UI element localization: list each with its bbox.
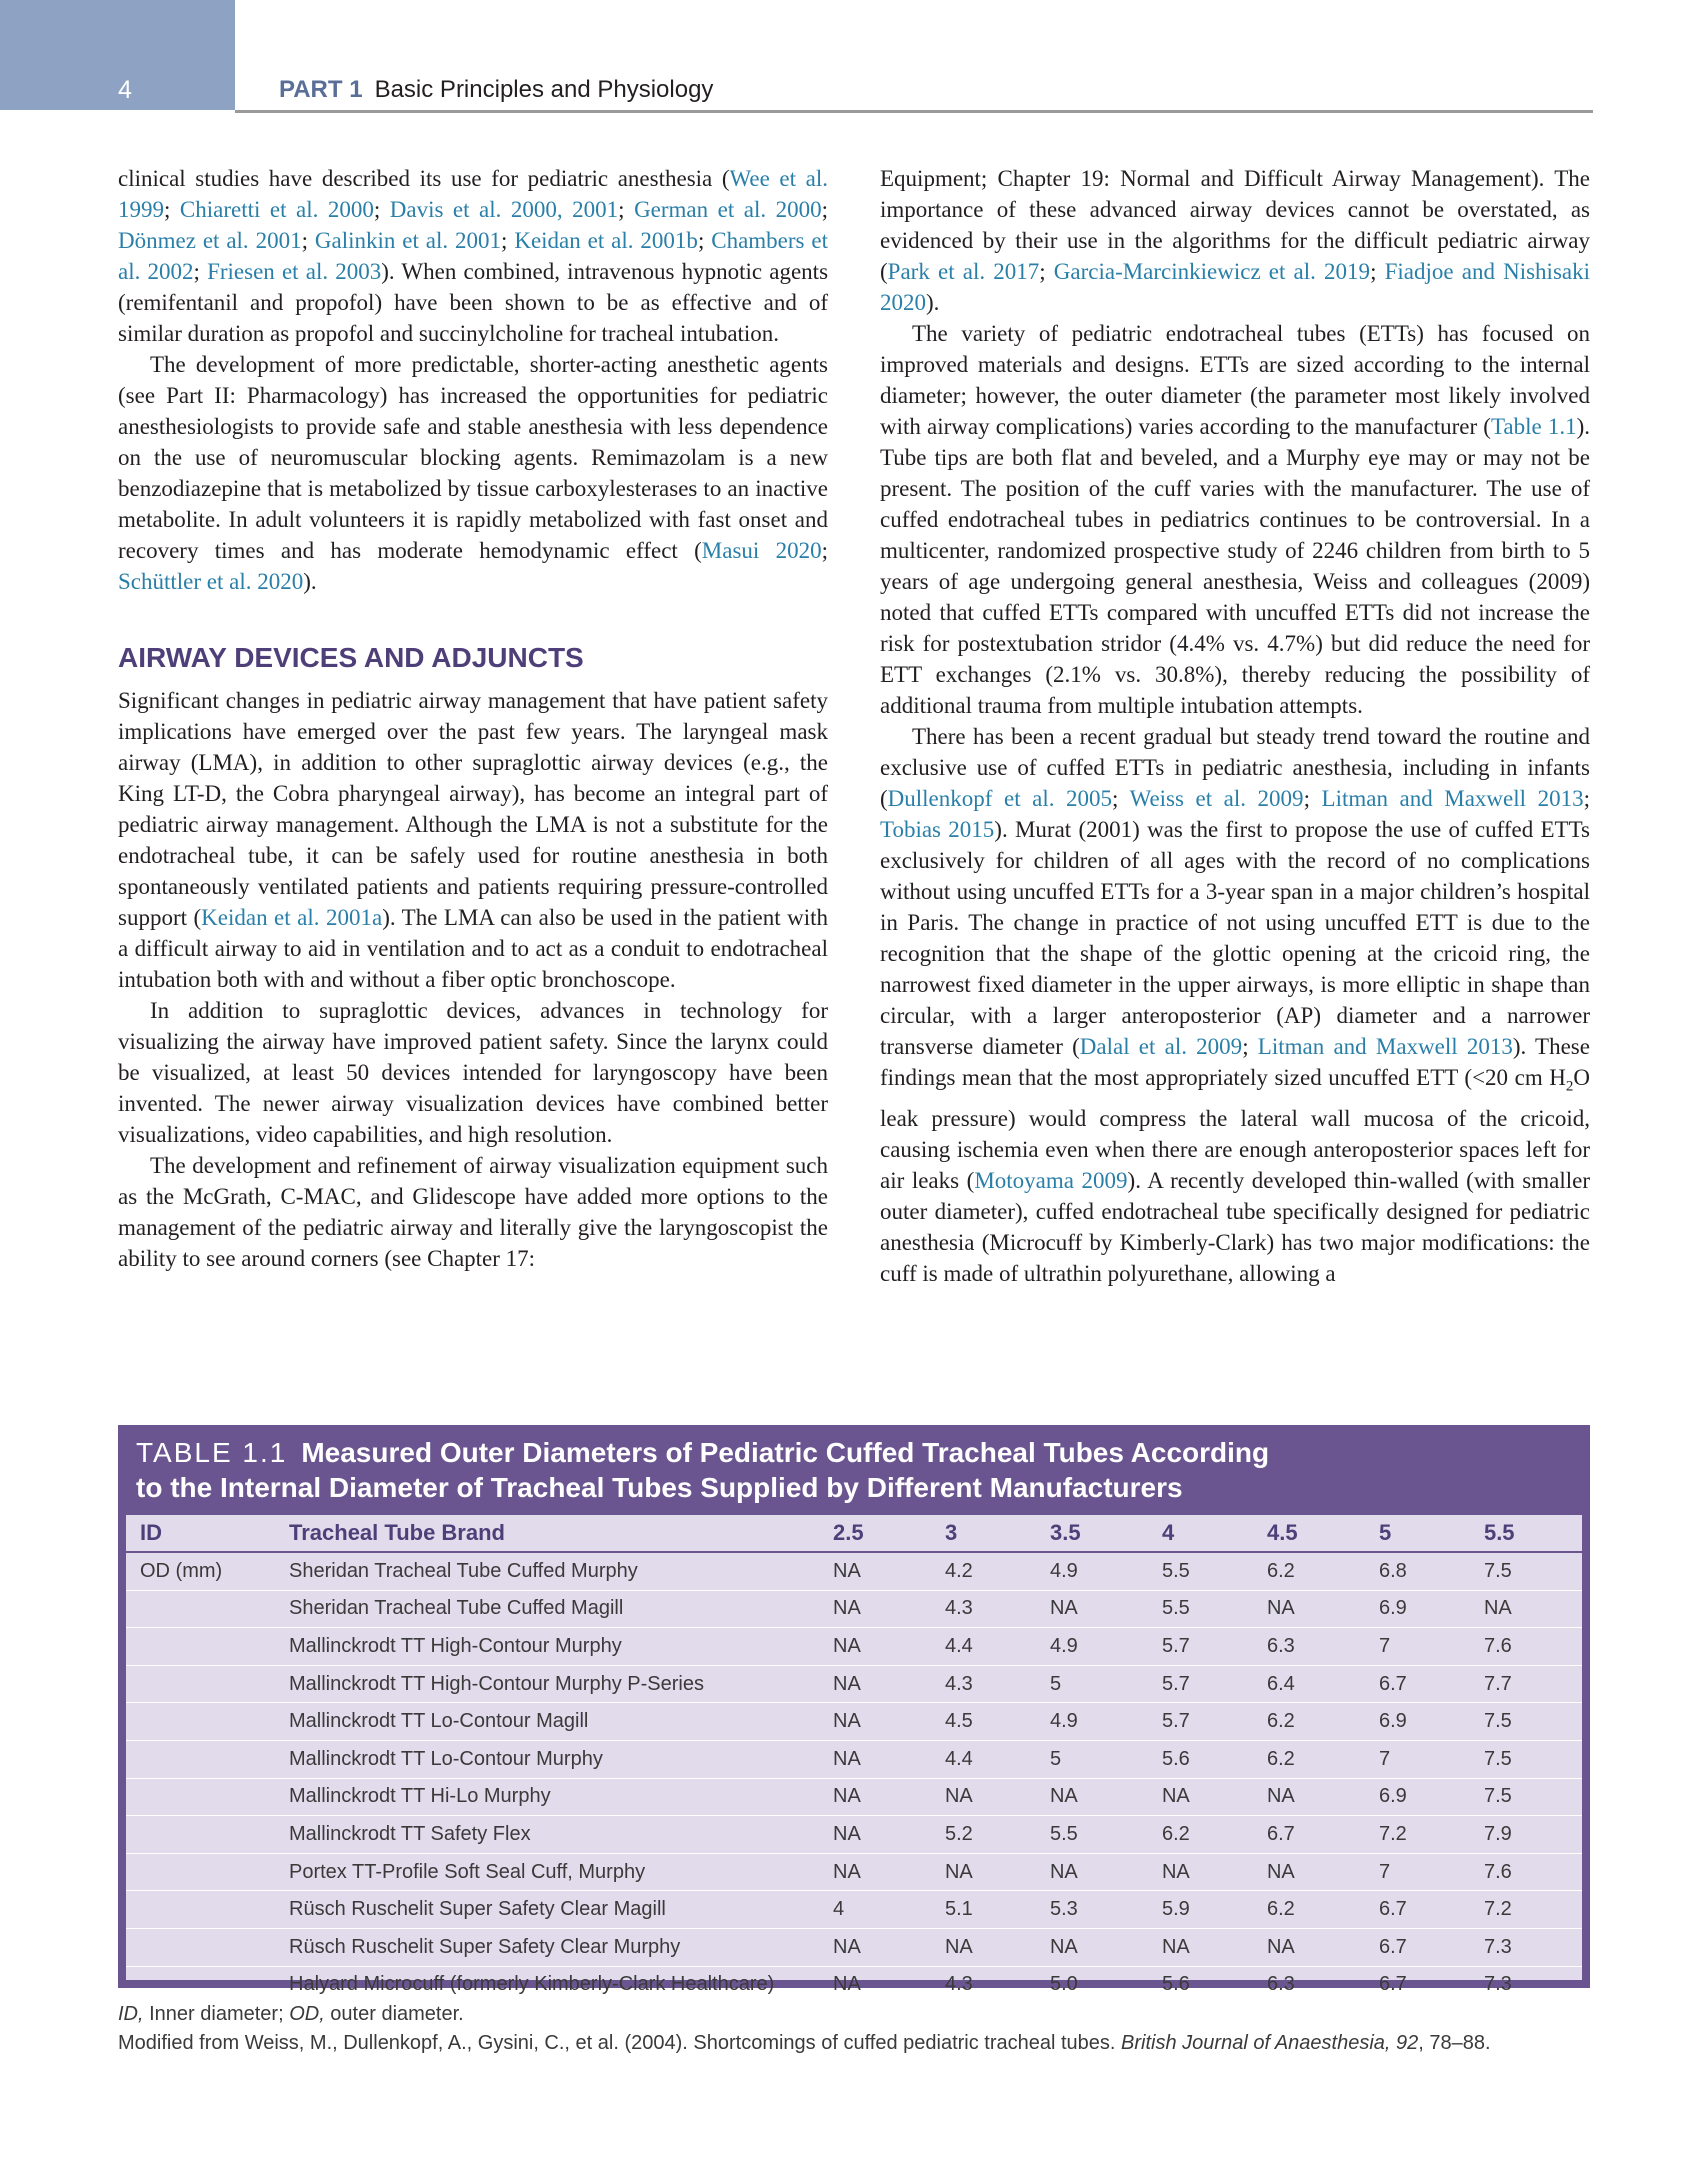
- table-cell: 5.6: [1148, 1966, 1253, 2004]
- table-cell: [126, 1853, 275, 1891]
- table-title: [122, 1429, 1586, 1515]
- citation-link[interactable]: Litman and Maxwell 2013: [1321, 786, 1584, 811]
- citation-link[interactable]: Dullenkopf et al. 2005: [887, 786, 1113, 811]
- table-cell: [126, 1703, 275, 1741]
- table-cell: [126, 1966, 275, 2004]
- text-run: ;: [501, 228, 515, 253]
- text-run: ). Murat (2001) was the first to propose the use of cuffed ETTs exclusively for children of all ages with the record of no complications without using uncuffed ETTs for a 3-year span in a major children’s hospital in Paris. The change in practice of not using uncuffed ETT is due to the recognition that the shape of the glottic opening at the cricoid ring, the narrowest fixed diameter in the upper airways, is more elliptic in shape than circular, with a larger anteroposterior (AP) diameter and a narrower transverse diameter (: [880, 817, 1590, 1059]
- table-cell: 5: [1036, 1665, 1148, 1703]
- table-row: [126, 1740, 1582, 1778]
- table-cell: 4.2: [931, 1552, 1036, 1590]
- page-number: 4: [118, 76, 132, 104]
- part-label: PART 1: [279, 76, 363, 103]
- table-row: [126, 1966, 1582, 2004]
- table-cell: NA: [1470, 1590, 1582, 1628]
- right-column: [880, 163, 1590, 1289]
- table-cell: 6.9: [1365, 1703, 1470, 1741]
- table-cell: 7.5: [1470, 1552, 1582, 1590]
- table-cell: NA: [931, 1853, 1036, 1891]
- table-cell: 5.5: [1036, 1816, 1148, 1854]
- table-cell: NA: [1148, 1928, 1253, 1966]
- text-run: ;: [618, 197, 635, 222]
- table-cell: 7.2: [1365, 1816, 1470, 1854]
- table-cell: 7.5: [1470, 1703, 1582, 1741]
- citation-link[interactable]: German et al. 2000: [634, 197, 822, 222]
- section-heading: AIRWAY DEVICES AND ADJUNCTS: [118, 642, 584, 673]
- table-cell: 4.9: [1036, 1628, 1148, 1666]
- citation-link[interactable]: Chambers et al. 2002: [118, 228, 828, 284]
- paragraph: [118, 163, 828, 349]
- table-cell: 7.9: [1470, 1816, 1582, 1854]
- table-row: [126, 1928, 1582, 1966]
- text-run: ). A recently developed thin-walled (with smaller outer diameter), cuffed endotracheal tube specifically designed for pediatric anesthesia (Microcuff by Kimberly-Clark) has two major modifications: the cuff is made of ultrathin polyurethane, allowing a: [880, 1167, 1590, 1286]
- table-cell: NA: [1148, 1778, 1253, 1816]
- citation-link[interactable]: Motoyama 2009: [974, 1167, 1128, 1193]
- table-cell: 5.6: [1148, 1740, 1253, 1778]
- paragraph: [118, 995, 828, 1150]
- table-cell: 5.1: [931, 1891, 1036, 1929]
- table-cell: 5.5: [1148, 1590, 1253, 1628]
- citation-link[interactable]: Weiss et al. 2009: [1129, 786, 1304, 811]
- table-cell: 6.4: [1253, 1665, 1365, 1703]
- table-cell: [126, 1778, 275, 1816]
- paragraph: [880, 318, 1590, 721]
- table-label: TABLE 1.1: [136, 1437, 288, 1468]
- paragraph: [118, 1150, 828, 1274]
- paragraph: [118, 685, 828, 995]
- table-cell: Halyard Microcuff (formerly Kimberly-Clark Healthcare): [275, 1966, 819, 2004]
- text-run: ;: [821, 197, 829, 222]
- table-cell: [126, 1816, 275, 1854]
- table-cell: NA: [1148, 1853, 1253, 1891]
- table-cell: NA: [819, 1966, 931, 2004]
- table-cell: 4.4: [931, 1628, 1036, 1666]
- citation-link[interactable]: Dönmez et al. 2001: [118, 228, 302, 253]
- text-run: There has been a recent gradual but steady trend toward the routine and exclusive use of cuffed ETTs in pediatric anesthesia, including in infants (: [880, 724, 1590, 811]
- table-cell: OD (mm): [126, 1552, 275, 1590]
- table-cell: 5.5: [1148, 1552, 1253, 1590]
- table-cell: 4.9: [1036, 1703, 1148, 1741]
- table-note-abbreviations: [118, 2000, 1598, 2029]
- table-cell: NA: [1036, 1928, 1148, 1966]
- table-body: [126, 1515, 1582, 1996]
- table-cell: 5.0: [1036, 1966, 1148, 2004]
- table-cell: 7.3: [1470, 1928, 1582, 1966]
- text-run: ).: [926, 290, 940, 315]
- table-cell: 4.9: [1036, 1552, 1148, 1590]
- table-cell: [126, 1928, 275, 1966]
- column-header: 5.5: [1470, 1515, 1582, 1552]
- table-cell: Mallinckrodt TT High-Contour Murphy P-Series: [275, 1665, 819, 1703]
- table-cell: [126, 1590, 275, 1628]
- table-cell: 6.7: [1253, 1816, 1365, 1854]
- citation-link[interactable]: Litman and Maxwell 2013: [1257, 1034, 1513, 1059]
- table-cell: 5.2: [931, 1816, 1036, 1854]
- table-cell: Sheridan Tracheal Tube Cuffed Murphy: [275, 1552, 819, 1590]
- table-cell: 6.7: [1365, 1966, 1470, 2004]
- text-run: ;: [164, 197, 180, 222]
- paragraph: [880, 721, 1590, 1289]
- citation-link[interactable]: Park et al. 2017: [887, 259, 1040, 284]
- table-cell: 4.5: [931, 1703, 1036, 1741]
- table-cell: [126, 1665, 275, 1703]
- table-cell: 6.2: [1253, 1703, 1365, 1741]
- table-cell: 4: [819, 1891, 931, 1929]
- table-cell: 7: [1365, 1628, 1470, 1666]
- table-row: [126, 1665, 1582, 1703]
- table-cell: 5.7: [1148, 1628, 1253, 1666]
- citation-link[interactable]: Table 1.1: [1490, 414, 1577, 439]
- table-cell: NA: [819, 1703, 931, 1741]
- citation-link[interactable]: Keidan et al. 2001a: [201, 905, 383, 930]
- table-rows: [126, 1552, 1582, 2004]
- part-title: Basic Principles and Physiology: [374, 76, 714, 103]
- subscript: 2: [1565, 1078, 1574, 1095]
- table-cell: 6.2: [1148, 1816, 1253, 1854]
- table-cell: NA: [931, 1778, 1036, 1816]
- table-cell: 6.2: [1253, 1740, 1365, 1778]
- table-cell: 7.2: [1470, 1891, 1582, 1929]
- text-run: ;: [1112, 786, 1130, 811]
- text-run: In addition to supraglottic devices, advances in technology for visualizing the airway have improved patient safety. Since the larynx could be visualized, at least 50 devices intended for laryngoscopy have been invented. The newer airway visualization devices have combined better visualizations, video capabilities, and high resolution.: [118, 998, 828, 1147]
- table-cell: Mallinckrodt TT Safety Flex: [275, 1816, 819, 1854]
- text-run: The development of more predictable, shorter-acting anesthetic agents (see Part II: Pharmacology) has increased the opportunities for pediatric anesthesiologists to provide safe and stable anesthesia with less dependence on the use of neuromuscular blocking agents. Remimazolam is a new benzodiazepine that is metabolized by tissue carboxylesterases to an inactive metabolite. In adult volunteers it is rapidly metabolized with fast onset and recovery times and has moderate hemodynamic effect (: [118, 352, 828, 563]
- paragraph: [880, 163, 1590, 318]
- table-cell: 5.3: [1036, 1891, 1148, 1929]
- table-cell: NA: [1253, 1778, 1365, 1816]
- table-cell: NA: [931, 1928, 1036, 1966]
- citation-link[interactable]: Masui 2020: [701, 538, 822, 563]
- table-cell: NA: [819, 1552, 931, 1590]
- text-run: Inner diameter;: [143, 2003, 290, 2025]
- citation-link[interactable]: Galinkin et al. 2001: [314, 228, 502, 253]
- citation-link[interactable]: Dalal et al. 2009: [1079, 1034, 1243, 1059]
- table-row: [126, 1853, 1582, 1891]
- table-cell: 7.5: [1470, 1778, 1582, 1816]
- text-run: ;: [373, 197, 390, 222]
- left-column: [118, 163, 828, 1274]
- citation-link[interactable]: Fiadjoe and Nishisaki 2020: [880, 259, 1590, 315]
- table-cell: 7.3: [1470, 1966, 1582, 2004]
- text-run: Significant changes in pediatric airway management that have patient safety implications have emerged over the past few years. The laryngeal mask airway (LMA), in addition to other supraglottic airway devices (e.g., the King LT-D, the Cobra pharyngeal airway), has become an integral part of pediatric airway management. Although the LMA is not a substitute for the endotracheal tube, it can be safely used for routine anesthesia in both spontaneously ventilated patients and patients requiring pressure-controlled support (: [118, 688, 828, 930]
- table-cell: 6.3: [1253, 1966, 1365, 2004]
- text-run: , 78–88.: [1418, 2032, 1491, 2054]
- text-run: ).: [303, 569, 317, 594]
- table-cell: NA: [1253, 1853, 1365, 1891]
- text-run: Modified from Weiss, M., Dullenkopf, A., Gysini, C., et al. (2004). Shortcomings of cuffed pediatric tracheal tubes.: [118, 2032, 1122, 2054]
- table-row: [126, 1628, 1582, 1666]
- table-cell: Mallinckrodt TT High-Contour Murphy: [275, 1628, 819, 1666]
- table-row: [126, 1816, 1582, 1854]
- table-cell: Mallinckrodt TT Lo-Contour Magill: [275, 1703, 819, 1741]
- table-cell: 6.2: [1253, 1552, 1365, 1590]
- table-1-1: [118, 1425, 1590, 1996]
- column-header: 3.5: [1036, 1515, 1148, 1552]
- table-cell: 5.7: [1148, 1703, 1253, 1741]
- text-run: ;: [1039, 259, 1054, 284]
- text-run: ). When combined, intravenous hypnotic agents (remifentanil and propofol) have been shown to be as effective and of similar duration as propofol and succinylcholine for tracheal intubation.: [118, 259, 829, 346]
- column-header: 4.5: [1253, 1515, 1365, 1552]
- table-row: [126, 1703, 1582, 1741]
- text-run: ;: [697, 228, 712, 253]
- paragraph: [118, 349, 828, 597]
- table-cell: NA: [819, 1628, 931, 1666]
- table-cell: NA: [819, 1816, 931, 1854]
- table-cell: Sheridan Tracheal Tube Cuffed Magill: [275, 1590, 819, 1628]
- citation-link[interactable]: Tobias 2015: [880, 817, 995, 842]
- table-cell: 7.6: [1470, 1853, 1582, 1891]
- table-cell: Mallinckrodt TT Lo-Contour Murphy: [275, 1740, 819, 1778]
- column-header: ID: [126, 1515, 275, 1552]
- table-cell: 4.3: [931, 1590, 1036, 1628]
- table-cell: 4.4: [931, 1740, 1036, 1778]
- table-row: [126, 1778, 1582, 1816]
- text-run: ;: [301, 228, 315, 253]
- text-run: The development and refinement of airway visualization equipment such as the McGrath, C-MAC, and Glidescope have added more options to the management of the pediatric airway and literally give the laryngoscopist the ability to see around corners (see Chapter 17:: [118, 1153, 828, 1271]
- table-cell: 7.6: [1470, 1628, 1582, 1666]
- table-cell: NA: [1036, 1853, 1148, 1891]
- table-cell: 7.7: [1470, 1665, 1582, 1703]
- table-cell: [126, 1891, 275, 1929]
- table-row: [126, 1891, 1582, 1929]
- table-cell: 7: [1365, 1740, 1470, 1778]
- italic-text: OD,: [289, 2003, 325, 2025]
- citation-link[interactable]: Davis et al. 2000, 2001: [389, 197, 619, 222]
- table-cell: NA: [819, 1928, 931, 1966]
- text-run: clinical studies have described its use for pediatric anesthesia (: [118, 166, 730, 191]
- text-run: ). The LMA can also be used in the patient with a difficult airway to aid in ventilation and to act as a conduit to endotracheal intubation both with and without a fiber optic bronchoscope.: [118, 905, 828, 992]
- table-cell: 5.9: [1148, 1891, 1253, 1929]
- column-header: 2.5: [819, 1515, 931, 1552]
- table-cell: NA: [1253, 1928, 1365, 1966]
- text-run: Equipment; Chapter 19: Normal and Difficult Airway Management). The importance of these advanced airway devices cannot be overstated, as evidenced by their use in the algorithms for the difficult pediatric airway (: [880, 166, 1590, 284]
- column-header: 3: [931, 1515, 1036, 1552]
- text-run: ;: [193, 259, 208, 284]
- table-cell: 5: [1036, 1740, 1148, 1778]
- table-cell: 7: [1365, 1853, 1470, 1891]
- text-run: O leak pressure) would compress the lateral wall mucosa of the cricoid, causing ischemia even when there are enough anteroposterior spaces left for air leaks (: [880, 1065, 1590, 1193]
- table-cell: 6.7: [1365, 1891, 1470, 1929]
- table-notes: [118, 2000, 1598, 2058]
- table-cell: NA: [819, 1590, 931, 1628]
- table-cell: 6.8: [1365, 1552, 1470, 1590]
- citation-link[interactable]: Schüttler et al. 2020: [118, 569, 304, 594]
- text-run: ). These findings mean that the most appropriately sized uncuffed ETT (<20 cm H: [880, 1034, 1590, 1090]
- table-cell: 6.3: [1253, 1628, 1365, 1666]
- data-table: [126, 1515, 1582, 2004]
- header-rule: [235, 110, 1593, 113]
- table-cell: [126, 1628, 275, 1666]
- table-title-line-1: Measured Outer Diameters of Pediatric Cuffed Tracheal Tubes According: [301, 1437, 1270, 1468]
- column-header: Tracheal Tube Brand: [275, 1515, 819, 1552]
- column-header: 4: [1148, 1515, 1253, 1552]
- text-run: outer diameter.: [324, 2003, 464, 2025]
- table-cell: 4.3: [931, 1665, 1036, 1703]
- table-cell: 5.7: [1148, 1665, 1253, 1703]
- table-cell: Mallinckrodt TT Hi-Lo Murphy: [275, 1778, 819, 1816]
- table-cell: NA: [819, 1853, 931, 1891]
- table-title-line-2: to the Internal Diameter of Tracheal Tubes Supplied by Different Manufacturers: [136, 1472, 1183, 1503]
- table-cell: 4.3: [931, 1966, 1036, 2004]
- italic-text: ID,: [118, 2003, 144, 2025]
- table-cell: Portex TT-Profile Soft Seal Cuff, Murphy: [275, 1853, 819, 1891]
- citation-link[interactable]: Chiaretti et al. 2000: [179, 197, 374, 222]
- table-row: [126, 1552, 1582, 1590]
- table-cell: 7.5: [1470, 1740, 1582, 1778]
- table-header-row: [126, 1515, 1582, 1552]
- text-run: ;: [1303, 786, 1322, 811]
- table-cell: NA: [1036, 1778, 1148, 1816]
- table-cell: Rüsch Ruschelit Super Safety Clear Magill: [275, 1891, 819, 1929]
- citation-link[interactable]: Garcia-Marcinkiewicz et al. 2019: [1053, 259, 1371, 284]
- table-cell: NA: [1036, 1590, 1148, 1628]
- text-run: ;: [1242, 1034, 1258, 1059]
- citation-link[interactable]: Friesen et al. 2003: [207, 259, 382, 284]
- citation-link[interactable]: Keidan et al. 2001b: [514, 228, 698, 253]
- column-header: 5: [1365, 1515, 1470, 1552]
- text-run: ;: [1583, 786, 1590, 811]
- table-cell: [126, 1740, 275, 1778]
- table-cell: 6.7: [1365, 1665, 1470, 1703]
- table-cell: NA: [819, 1665, 931, 1703]
- running-head: [279, 76, 713, 104]
- text-run: ;: [821, 538, 828, 563]
- table-cell: NA: [819, 1740, 931, 1778]
- table-cell: NA: [1253, 1590, 1365, 1628]
- table-note-source: [118, 2029, 1598, 2058]
- text-run: The variety of pediatric endotracheal tubes (ETTs) has focused on improved materials and designs. ETTs are sized according to the internal diameter; however, the outer diameter (the parameter most likely involved with airway complications) varies according to the manufacturer (: [880, 321, 1590, 439]
- text-run: ;: [1370, 259, 1385, 284]
- table-row: [126, 1590, 1582, 1628]
- table-cell: Rüsch Ruschelit Super Safety Clear Murphy: [275, 1928, 819, 1966]
- table-cell: 6.9: [1365, 1590, 1470, 1628]
- text-run: ). Tube tips are both flat and beveled, and a Murphy eye may or may not be present. The position of the cuff varies with the manufacturer. The use of cuffed endotracheal tubes in pediatrics continues to be controversial. In a multicenter, randomized prospective study of 2246 children from birth to 5 years of age undergoing general anesthesia, Weiss and colleagues (2009) noted that cuffed ETTs compared with uncuffed ETTs did not increase the risk for postextubation stridor (4.4% vs. 4.7%) but did reduce the need for ETT exchanges (2.1% vs. 30.8%), thereby reducing the possibility of additional trauma from multiple intubation attempts.: [880, 414, 1590, 718]
- italic-text: British Journal of Anaesthesia, 92: [1121, 2032, 1419, 2054]
- table-cell: 6.2: [1253, 1891, 1365, 1929]
- citation-link[interactable]: Wee et al. 1999: [118, 166, 828, 222]
- table-cell: 6.9: [1365, 1778, 1470, 1816]
- table-cell: NA: [819, 1778, 931, 1816]
- table-cell: 6.7: [1365, 1928, 1470, 1966]
